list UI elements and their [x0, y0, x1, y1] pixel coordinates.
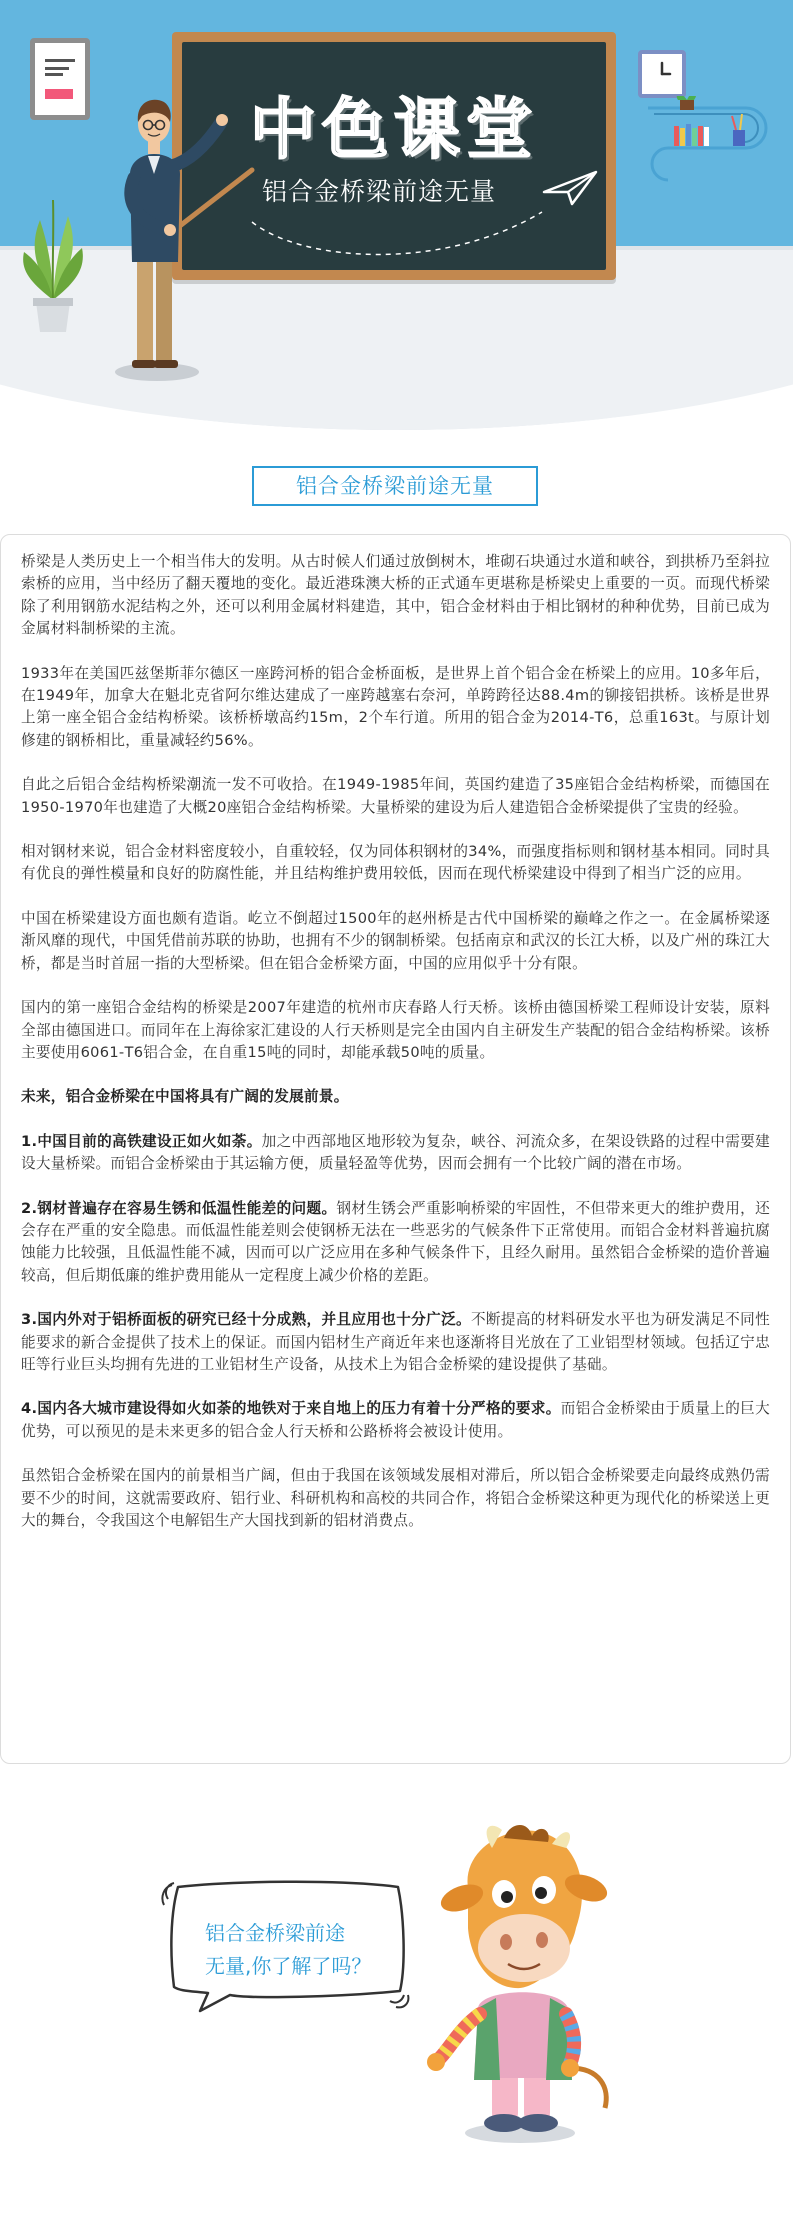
future-heading: 未来，铝合金桥梁在中国将具有广阔的发展前景。: [21, 1088, 349, 1106]
article-body: [0, 534, 791, 1764]
clock-icon: [638, 50, 686, 98]
point-body: 不断提高的材料研发水平也为研发满足不同性能要求的新合金提供了技术上的保证。而国内铝材生产商近年来也逐渐将目光放在了工业铝型材领域。包括辽宁忠旺等行业巨头均拥有先进的工业铝材生产设备，从技术上为铝合金桥梁的建设提供了基础。: [21, 1311, 770, 1373]
article-paragraph: 1933年在美国匹兹堡斯菲尔德区一座跨河桥的铝合金桥面板，是世界上首个铝合金在桥梁上的应用。10多年后，在1949年，加拿大在魁北克省阿尔维达建成了一座跨越塞右奈河，单跨跨径达88.4m的铆接铝拱桥。该桥是世界上第一座全铝合金结构桥梁。该桥桥墩高约15m，2个车行道。所用的铝合金为2014-T6，总重163t。与原计划修建的钢桥相比，重量减轻约56%。: [21, 664, 770, 749]
bubble-text: [205, 1917, 405, 1983]
dashed-curve-icon: [242, 192, 562, 262]
article-paragraph: 相对钢材来说，铝合金材料密度较小，自重较轻，仅为同体积钢材的34%，而强度指标则和钢材基本相同。同时具有优良的弹性模量和良好的防腐性能，并且结构维护费用较低，因而在现代桥梁建设中得到了相当广泛的应用。: [21, 843, 770, 883]
article-paragraph: 桥梁是人类历史上一个相当伟大的发明。从古时候人们通过放倒树木，堆砌石块通过水道和峡谷，到拱桥乃至斜拉索桥的应用，当中经历了翻天覆地的变化。最近港珠澳大桥的正式通车更堪称是桥梁史上重要的一页。而现代桥梁除了利用钢筋水泥结构之外，还可以利用金属材料建造，其中，铝合金材料由于相比钢材的种种优势，目前已成为金属材料制桥梁的主流。: [21, 553, 770, 638]
point-body: 加之中西部地区地形较为复杂，峡谷、河流众多，在架设铁路的过程中需要建设大量桥梁。而铝合金桥梁由于其运输方便，质量轻盈等优势，因而会拥有一个比较广阔的潜在市场。: [21, 1132, 770, 1173]
bookshelf-icon: [628, 96, 778, 186]
potted-plant-icon: [18, 190, 88, 340]
point-heading: 2.钢材普遍存在容易生锈和低温性能差的问题。: [21, 1199, 337, 1217]
article-paragraph: 中国在桥梁建设方面也颇有造诣。屹立不倒超过1500年的赵州桥是古代中国桥梁的巅峰之作之一。在金属桥梁逐渐风靡的现代，中国凭借前苏联的协助，也拥有不少的钢制桥梁。包括南京和武汉的长江大桥，以及广州的珠江大桥，都是当时首屈一指的大型桥梁。但在铝合金桥梁方面，中国的应用似乎十分有限。: [21, 909, 770, 972]
bubble-line-1: 铝合金桥梁前途: [205, 1921, 345, 1945]
article-point: [21, 1309, 770, 1376]
header-banner: [0, 0, 793, 440]
point-body: 而铝合金桥梁由于质量上的巨大优势，可以预见的是未来更多的铝合金人行天桥和公路桥将会被设计使用。: [21, 1400, 770, 1440]
board-subtitle: 铝合金桥梁前途无量: [261, 177, 496, 206]
article-paragraph-bold: [21, 1086, 770, 1108]
board-title: 中色课堂: [250, 91, 538, 168]
point-heading: 1.中国目前的高铁建设正如火如荼。: [21, 1132, 262, 1150]
article-point: [21, 1398, 770, 1443]
article-paragraph: 虽然铝合金桥梁在国内的前景相当广阔，但由于我国在该领域发展相对滞后，所以铝合金桥梁要走向最终成熟仍需要不少的时间，这就需要政府、铝行业、科研机构和高校的共同合作，将铝合金桥梁这种更为现代化的桥梁送上更大的舞台，令我国这个电解铝生产大国找到新的铝材消费点。: [21, 1467, 770, 1529]
teacher-figure-icon: [112, 82, 262, 382]
section-title: 铝合金桥梁前途无量: [252, 466, 538, 506]
article-paragraph: 国内的第一座铝合金结构的桥梁是2007年建造的杭州市庆春路人行天桥。该桥由德国桥梁工程师设计安装，原料全部由德国进口。而同年在上海徐家汇建设的人行天桥则是完全由国内自主研发生产装配的铝合金结构桥梁。该桥主要使用6061-T6铝合金，在自重15吨的同时，却能承载50吨的质量。: [21, 999, 770, 1061]
article-point: [21, 1198, 770, 1288]
notice-frame-icon: [30, 38, 90, 120]
article-paragraph: 自此之后铝合金结构桥梁潮流一发不可收拾。在1949-1985年间，英国约建造了35座铝合金结构桥梁，而德国在1950-1970年也建造了大概20座铝合金结构桥梁。大量桥梁的建设为后人建造铝合金桥梁提供了宝贵的经验。: [21, 776, 770, 816]
point-heading: 4.国内各大城市建设得如火如荼的地铁对于来自地上的压力有着十分严格的要求。: [21, 1400, 561, 1418]
point-body: 钢材生锈会严重影响桥梁的牢固性，不但带来更大的维护费用，还会存在严重的安全隐患。而低温性能差则会使钢桥无法在一些恶劣的气候条件下正常使用。而铝合金材料普遍抗腐蚀能力比较强，且低温性能不减，因而可以广泛应用在多种气候条件下，且经久耐用。虽然铝合金桥梁的造价普遍较高，但后期低廉的维护费用能从一定程度上减少价格的差距。: [21, 1199, 770, 1284]
paper-plane-icon: [542, 170, 598, 206]
point-heading: 3.国内外对于铝桥面板的研究已经十分成熟，并且应用也十分广泛。: [21, 1311, 471, 1329]
cow-mascot-icon: [400, 1818, 650, 2148]
bubble-line-2: 无量,你了解了吗？: [205, 1954, 372, 1978]
article-point: [21, 1131, 770, 1176]
